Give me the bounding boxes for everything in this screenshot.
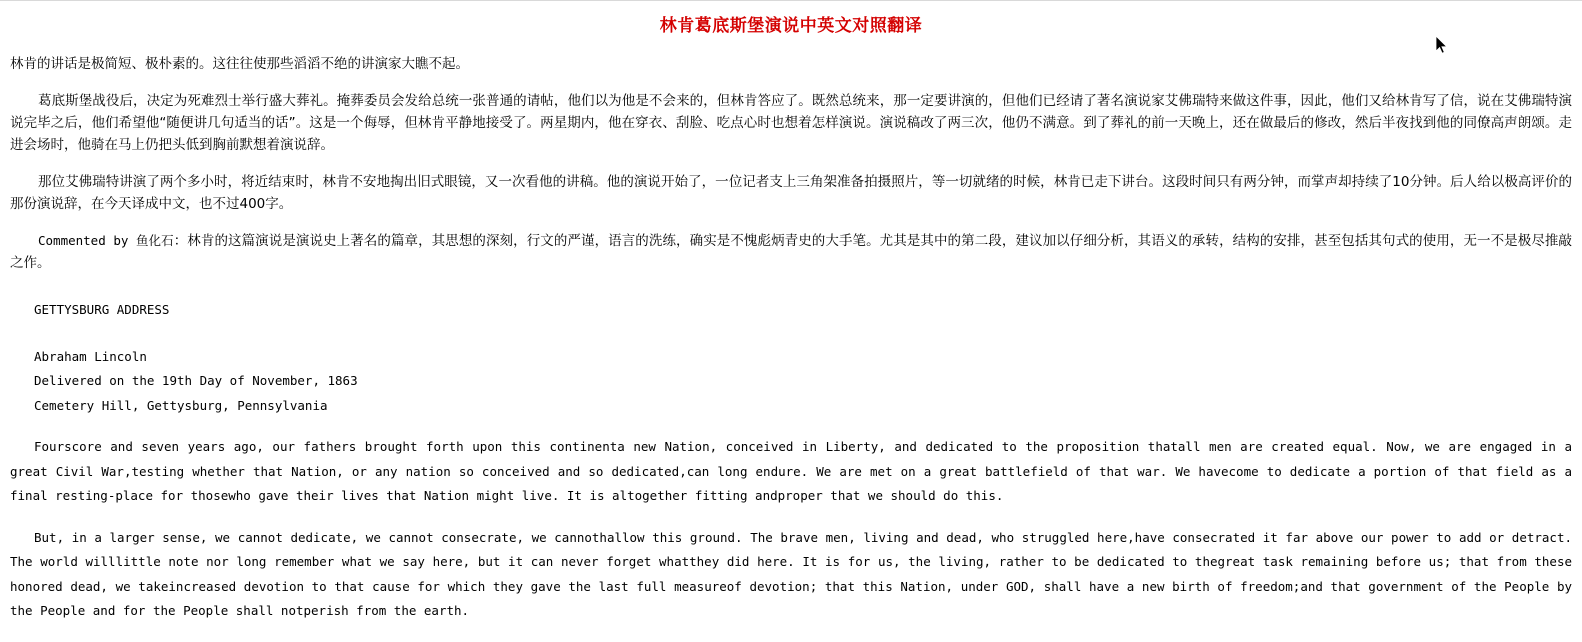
english-delivered-date: Delivered on the 19th Day of November, 1863: [34, 373, 358, 388]
english-place: Cemetery Hill, Gettysburg, Pennsylvania: [34, 397, 328, 413]
chinese-paragraph-1: 林肯的讲话是极简短、极朴素的。这往往使那些滔滔不绝的讲演家大瞧不起。: [10, 56, 469, 72]
page-title: 林肯葛底斯堡演说中英文对照翻译: [659, 16, 923, 36]
english-author: Abraham Lincoln: [34, 348, 147, 364]
comment-paragraph: [10, 230, 1572, 274]
comment-author: Commented by 鱼化石: [38, 233, 174, 248]
chinese-paragraph-2: 葛底斯堡战役后，决定为死难烈士举行盛大葬礼。掩葬委员会发给总统一张普通的请帖，他们以为他是不会来的，但林肯答应了。既然总统来，那一定要讲演的，但他们已经请了著名演说家艾佛瑞特来做这件事，因此，他们又给林肯写了信，说在艾佛瑞特演说完毕之后，他们希望他“随便讲几句适当的话”。这是一个侮辱，但林肯平静地接受了。两星期内，他在穿衣、刮脸、吃点心时也想着怎样演说。演说稿改了两三次，他仍不满意。到了葬礼的前一天晚上，还在做最后的修改，然后半夜找到他的同僚高声朗颂。走进会场时，他骑在马上仍把头低到胸前默想着演说辞。: [10, 93, 1572, 153]
english-paragraph-1: Fourscore and seven years ago, our fathers brought forth upon this continenta new Nation, conceived in Liberty, and dedicated to the proposition thatall men are created equal. Now, we are engaged in a great Civil War,testing whether that Nation, or any nation so conceived and so dedicated,can long endure. We are met on a great battlefield of that war. We havecome to dedicate a portion of that field as a final resting-place for thosewho gave their lives that Nation might live. It is altogether fitting andproper that we should do this.: [10, 439, 1572, 503]
comment-text: ：林肯的这篇演说是演说史上著名的篇章，其思想的深刻，行文的严谨，语言的洗练，确实是不愧彪炳青史的大手笔。尤其是其中的第二段，建议加以仔细分析，其语义的承转，结构的安排，甚至包括其句式的使用，无一不是极尽推敲之作。: [10, 233, 1572, 271]
english-heading: GETTYSBURG ADDRESS: [34, 302, 170, 317]
top-divider: [0, 0, 1582, 1]
chinese-paragraph-3: 那位艾佛瑞特讲演了两个多小时，将近结束时，林肯不安地掏出旧式眼镜，又一次看他的讲稿。他的演说开始了，一位记者支上三角架准备拍摄照片，等一切就绪的时候，林肯已走下讲台。这段时间只有两分钟，而掌声却持续了10分钟。后人给以极高评价的那份演说辞，在今天译成中文，也不过400字。: [10, 174, 1572, 212]
english-paragraph-2: But, in a larger sense, we cannot dedicate, we cannot consecrate, we cannothallow this ground. The brave men, living and dead, who struggled here,have consecrated it far above our power to add or detract. The world willlittle note nor long remember what we say here, but it can never forget whatthey did here. It is for us, the living, rather to be dedicated to thegreat task remaining before us; that from these honored dead, we takeincreased devotion to that cause for which they gave the last full measureof devotion; that this Nation, under GOD, shall have a new birth of freedom;and that government of the People by the People and for the People shall notperish from the earth.: [10, 529, 1572, 618]
english-meta: [10, 345, 1572, 419]
